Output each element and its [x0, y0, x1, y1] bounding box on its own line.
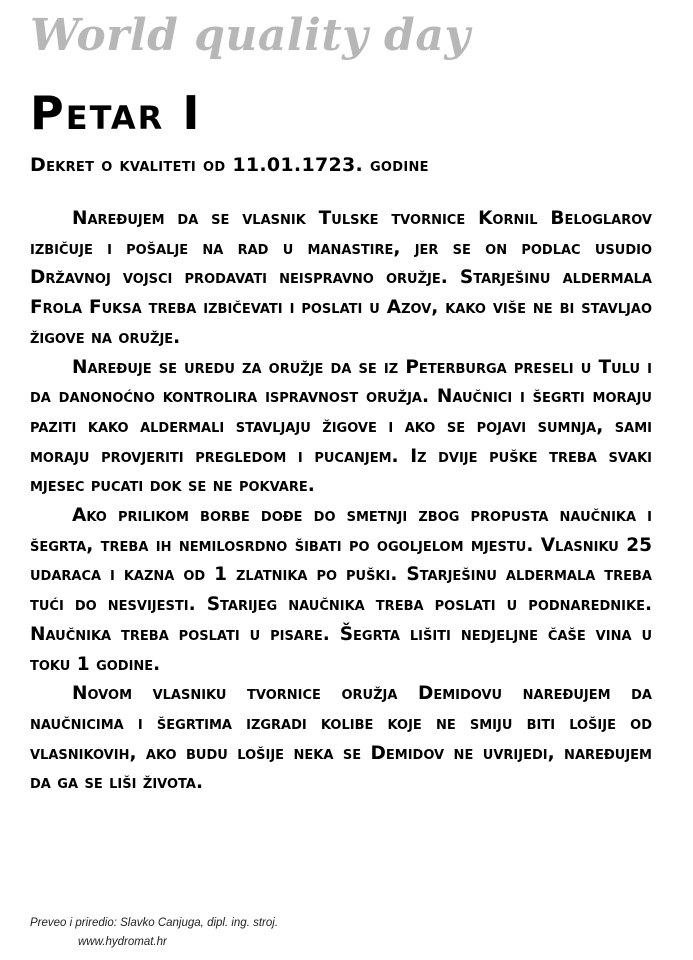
decree-body: [30, 204, 652, 798]
paragraph-2: Naređuje se uredu za oružje da se iz Peterburga preseli u Tulu i da danonoćno kontrolira ispravnost oružja. Naučnici i šegrti moraju paziti kako aldermali stavljaju žigove i ako se pojavi sumnja, sami moraju provjeriti pregledom i pucanjem. Iz dvije puške treba svaki mjesec pucati dok se ne pokvare.: [30, 356, 652, 497]
page-title: Petar I: [30, 86, 202, 140]
page-subtitle: Dekret o kvaliteti od 11.01.1723. godine: [30, 154, 429, 176]
paragraph-4: Novom vlasniku tvornice oružja Demidovu naređujem da naučnicima i šegrtima izgradi kolibe koje ne smiju biti lošije od vlasnikovih, ako budu lošije neka se Demidov ne uvrijedi, naređujem da ga se liši života.: [30, 683, 652, 794]
website-link[interactable]: www.hydromat.hr: [78, 936, 167, 948]
paragraph-1: Naređujem da se vlasnik Tulske tvornice Kornil Beloglarov izbičuje i pošalje na rad u manastire, jer se on podlac usudio Državnoj vojsci prodavati neispravno oružje. Starješinu aldermala Frola Fuksa treba izbičevati i poslati u Azov, kako više ne bi stavljao žigove na oružje.: [30, 208, 652, 348]
translator-credit: Preveo i priredio: Slavko Canjuga, dipl. ing. stroj.: [30, 917, 279, 929]
banner-heading: World quality day: [30, 10, 471, 61]
paragraph-3: Ako prilikom borbe dođe do smetnji zbog propusta naučnika i šegrta, treba ih nemilosrdno šibati po ogoljelom mjestu. Vlasniku 25 udaraca i kazna od 1 zlatnika po puški. Starješinu aldermala treba tući do nesvijesti. Starijeg naučnika treba poslati u podnarednike. Naučnika treba poslati u pisare. Šegrta lišiti nedjeljne čaše vina u toku 1 godine.: [30, 505, 652, 675]
